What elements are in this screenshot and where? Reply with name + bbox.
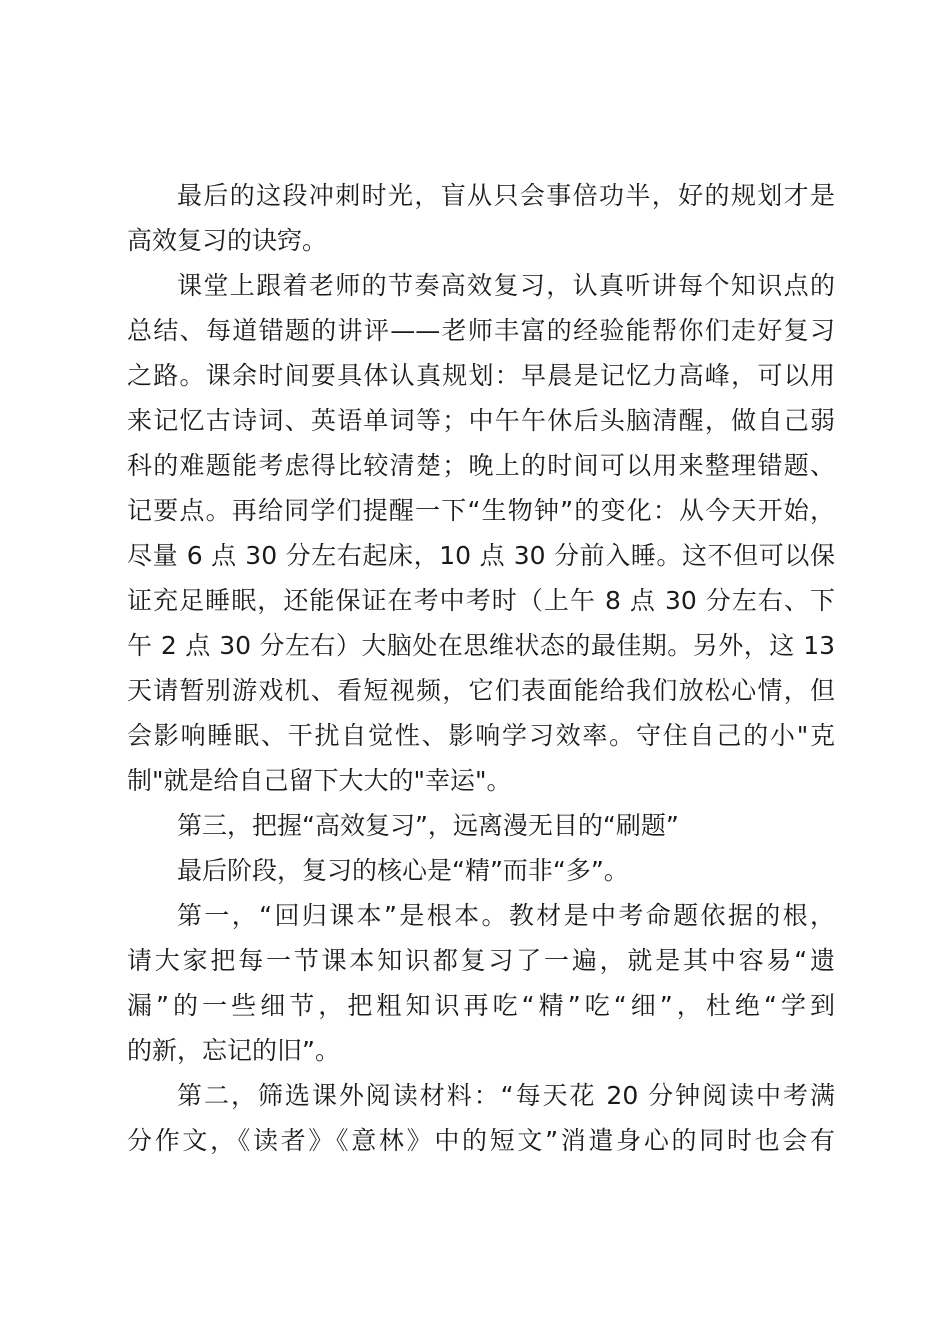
paragraph-2 (127, 263, 835, 803)
paragraph-6 (127, 1073, 835, 1163)
text-line: 最后阶段，复习的核心是“精”而非“多”。 (177, 856, 629, 885)
text-line: 第三，把握“高效复习”，远离漫无目的“刷题” (177, 811, 679, 840)
text-line: 证充足睡眠，还能保证在考中考时（上午 8 点 30 分左右、下 (127, 586, 835, 615)
paragraph-4 (127, 848, 835, 893)
text-line: 最后的这段冲刺时光，盲从只会事倍功半，好的规划才是 (177, 181, 835, 210)
text-line: 之路。课余时间要具体认真规划：早晨是记忆力高峰，可以用 (127, 361, 835, 390)
text-line: 第二，筛选课外阅读材料：“每天花 20 分钟阅读中考满 (177, 1081, 835, 1110)
text-line: 第一，“回归课本”是根本。教材是中考命题依据的根， (177, 901, 835, 930)
text-line: 分作文，《读者》《意林》中的短文”消遣身心的同时也会有 (127, 1126, 835, 1155)
text-line: 制"就是给自己留下大大的"幸运"。 (127, 766, 512, 795)
text-line: 课堂上跟着老师的节奏高效复习，认真听讲每个知识点的 (177, 271, 835, 300)
text-line: 科的难题能考虑得比较清楚；晚上的时间可以用来整理错题、 (127, 451, 835, 480)
text-line: 总结、每道错题的讲评——老师丰富的经验能帮你们走好复习 (127, 316, 835, 345)
text-line: 请大家把每一节课本知识都复习了一遍，就是其中容易“遗 (127, 946, 835, 975)
paragraph-5 (127, 893, 835, 1073)
text-line: 午 2 点 30 分左右）大脑处在思维状态的最佳期。另外，这 13 (127, 631, 835, 660)
paragraph-1 (127, 173, 835, 263)
text-line: 来记忆古诗词、英语单词等；中午午休后头脑清醒，做自己弱 (127, 406, 835, 435)
paragraph-heading-3 (127, 803, 835, 848)
text-line: 高效复习的诀窍。 (127, 226, 328, 255)
text-line: 漏”的一些细节，把粗知识再吃“精”吃“细”，杜绝“学到 (127, 991, 835, 1020)
text-line: 的新，忘记的旧”。 (127, 1036, 340, 1065)
text-line: 记要点。再给同学们提醒一下“生物钟”的变化：从今天开始， (127, 496, 835, 525)
text-line: 会影响睡眠、干扰自觉性、影响学习效率。守住自己的小"克 (127, 721, 835, 750)
text-line: 天请暂别游戏机、看短视频，它们表面能给我们放松心情，但 (127, 676, 835, 705)
document-body (127, 173, 835, 1163)
text-line: 尽量 6 点 30 分左右起床，10 点 30 分前入睡。这不但可以保 (127, 541, 835, 570)
